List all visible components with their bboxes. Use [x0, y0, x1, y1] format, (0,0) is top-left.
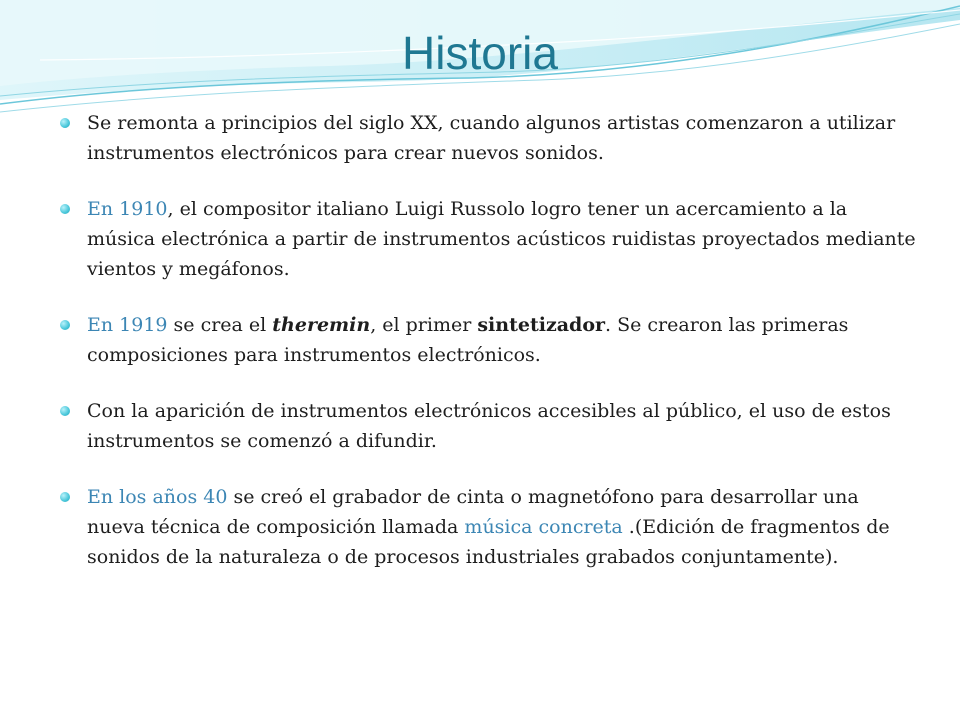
bullet-text: Con la aparición de instrumentos electrónicos accesibles al público, el uso de estos instrumentos se comenzó a difundir.: [87, 400, 891, 452]
list-item: [60, 482, 920, 572]
list-item: [60, 108, 920, 168]
bullet-text: se creó el grabador de cinta o magnetófono para desarrollar una nueva técnica de composición llamada: [87, 486, 859, 538]
bullet-text: .(Edición de fragmentos de sonidos de la naturaleza o de procesos industriales grabados conjuntamente).: [87, 516, 890, 568]
bullet-dot-icon: [60, 118, 70, 128]
bullet-list: [60, 108, 920, 572]
page-title: Historia: [402, 27, 558, 79]
bullet-dot-icon: [60, 320, 70, 330]
bullet-text: , el primer: [370, 314, 478, 336]
bullet-text: , el compositor italiano Luigi Russolo logro tener un acercamiento a la música electrónica a partir de instrumentos acústicos ruidistas proyectados mediante vientos y megáfonos.: [87, 198, 916, 280]
year-highlight: En 1919: [87, 314, 168, 336]
sintetizador-term: sintetizador: [477, 314, 606, 336]
year-highlight: En 1910: [87, 198, 168, 220]
list-item: [60, 310, 920, 370]
list-item: [60, 194, 920, 284]
bullet-dot-icon: [60, 204, 70, 214]
bullet-text: Se remonta a principios del siglo XX, cuando algunos artistas comenzaron a utilizar instrumentos electrónicos para crear nuevos sonidos.: [87, 112, 896, 164]
bullet-text: se crea el: [167, 314, 273, 336]
bullet-dot-icon: [60, 406, 70, 416]
year-highlight: En los años 40: [87, 486, 228, 508]
theremin-term: theremin: [272, 314, 371, 336]
musica-concreta-link[interactable]: música concreta: [464, 516, 623, 538]
bullet-dot-icon: [60, 492, 70, 502]
bullet-text: . Se crearon las primeras composiciones para instrumentos electrónicos.: [87, 314, 849, 366]
list-item: [60, 396, 920, 456]
